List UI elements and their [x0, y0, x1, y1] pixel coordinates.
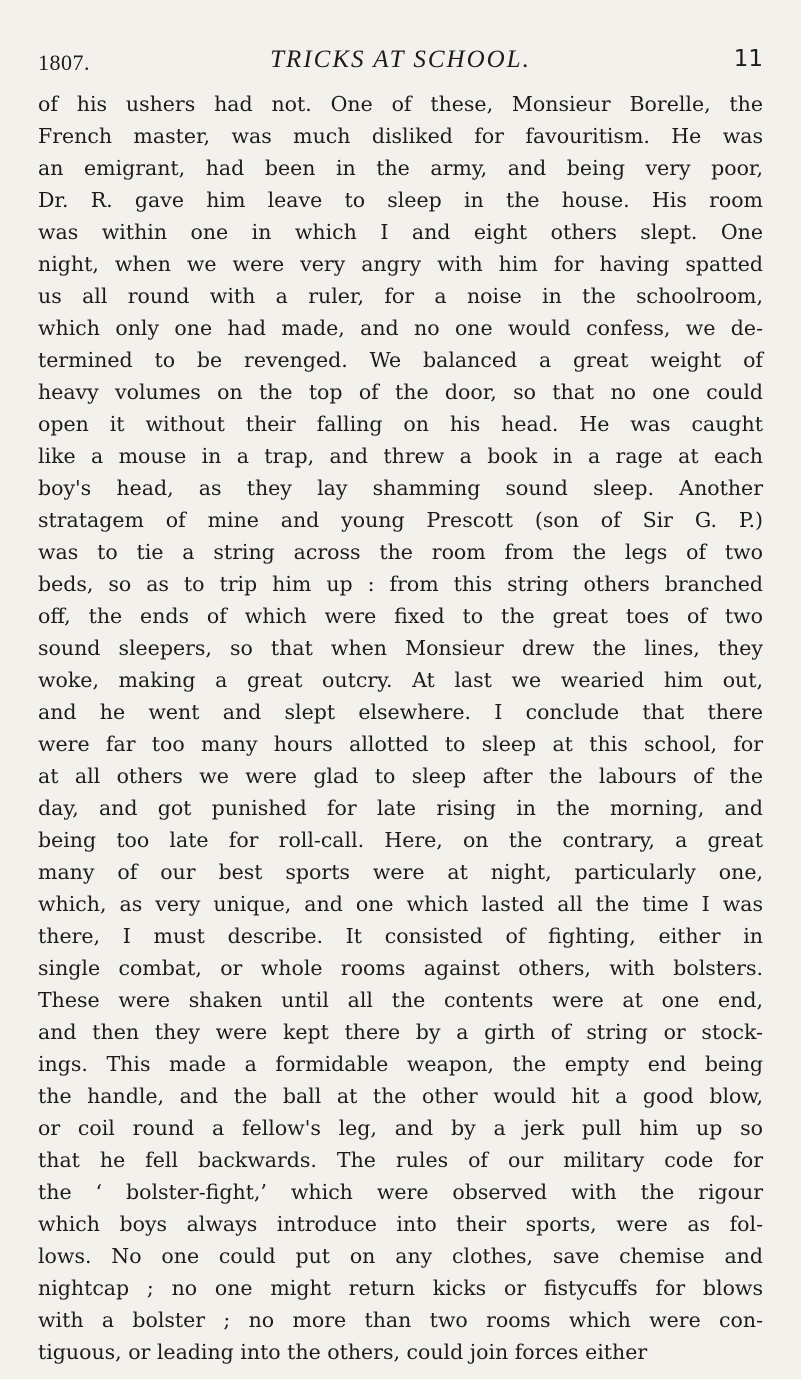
text-line: open it without their falling on his head. He was caught [38, 412, 763, 436]
text-line: Dr. R. gave him leave to sleep in the house. His room [38, 188, 763, 212]
text-line: being too late for roll-call. Here, on the contrary, a great [38, 828, 763, 852]
text-line: off, the ends of which were fixed to the great toes of two [38, 604, 763, 628]
text-line: was within one in which I and eight others slept. One [38, 220, 763, 244]
text-line: that he fell backwards. The rules of our military code for [38, 1148, 763, 1172]
text-line: the ‘ bolster-fight,’ which were observed with the rigour [38, 1180, 763, 1204]
body-text [38, 88, 763, 1368]
text-line: there, I must describe. It consisted of fighting, either in [38, 924, 763, 948]
text-line: stratagem of mine and young Prescott (son of Sir G. P.) [38, 508, 763, 532]
text-line: or coil round a fellow's leg, and by a jerk pull him up so [38, 1116, 763, 1140]
text-line: French master, was much disliked for favouritism. He was [38, 124, 763, 148]
text-line: which boys always introduce into their sports, were as fol- [38, 1212, 763, 1236]
text-line: termined to be revenged. We balanced a great weight of [38, 348, 763, 372]
text-line: an emigrant, had been in the army, and being very poor, [38, 156, 763, 180]
text-line: which, as very unique, and one which lasted all the time I was [38, 892, 763, 916]
text-line: of his ushers had not. One of these, Monsieur Borelle, the [38, 92, 763, 116]
chapter-title: TRICKS AT SCHOOL. [270, 46, 531, 73]
text-line: the handle, and the ball at the other would hit a good blow, [38, 1084, 763, 1108]
text-line: and then they were kept there by a girth of string or stock- [38, 1020, 763, 1044]
text-line: heavy volumes on the top of the door, so that no one could [38, 380, 763, 404]
text-line: These were shaken until all the contents were at one end, [38, 988, 763, 1012]
text-line: woke, making a great outcry. At last we wearied him out, [38, 668, 763, 692]
text-line: which only one had made, and no one would confess, we de- [38, 316, 763, 340]
text-line: with a bolster ; no more than two rooms which were con- [38, 1308, 763, 1332]
text-line: sound sleepers, so that when Monsieur drew the lines, they [38, 636, 763, 660]
year-marker: 1807. [38, 50, 90, 75]
text-line: day, and got punished for late rising in the morning, and [38, 796, 763, 820]
text-line: us all round with a ruler, for a noise in the schoolroom, [38, 284, 763, 308]
text-line: ings. This made a formidable weapon, the empty end being [38, 1052, 763, 1076]
text-line: boy's head, as they lay shamming sound sleep. Another [38, 476, 763, 500]
text-line: tiguous, or leading into the others, could join forces either [38, 1340, 648, 1364]
text-line: single combat, or whole rooms against others, with bolsters. [38, 956, 763, 980]
text-line: nightcap ; no one might return kicks or fistycuffs for blows [38, 1276, 763, 1300]
page-number: 11 [733, 46, 763, 72]
text-line: night, when we were very angry with him for having spatted [38, 252, 763, 276]
text-line: at all others we were glad to sleep after the labours of the [38, 764, 763, 788]
text-line: many of our best sports were at night, particularly one, [38, 860, 763, 884]
text-line: were far too many hours allotted to sleep at this school, for [38, 732, 763, 756]
text-line: was to tie a string across the room from the legs of two [38, 540, 763, 564]
text-line: beds, so as to trip him up : from this string others branched [38, 572, 763, 596]
running-head [38, 46, 763, 80]
text-line: lows. No one could put on any clothes, save chemise and [38, 1244, 763, 1268]
text-line: like a mouse in a trap, and threw a book in a rage at each [38, 444, 763, 468]
text-line: and he went and slept elsewhere. I conclude that there [38, 700, 763, 724]
